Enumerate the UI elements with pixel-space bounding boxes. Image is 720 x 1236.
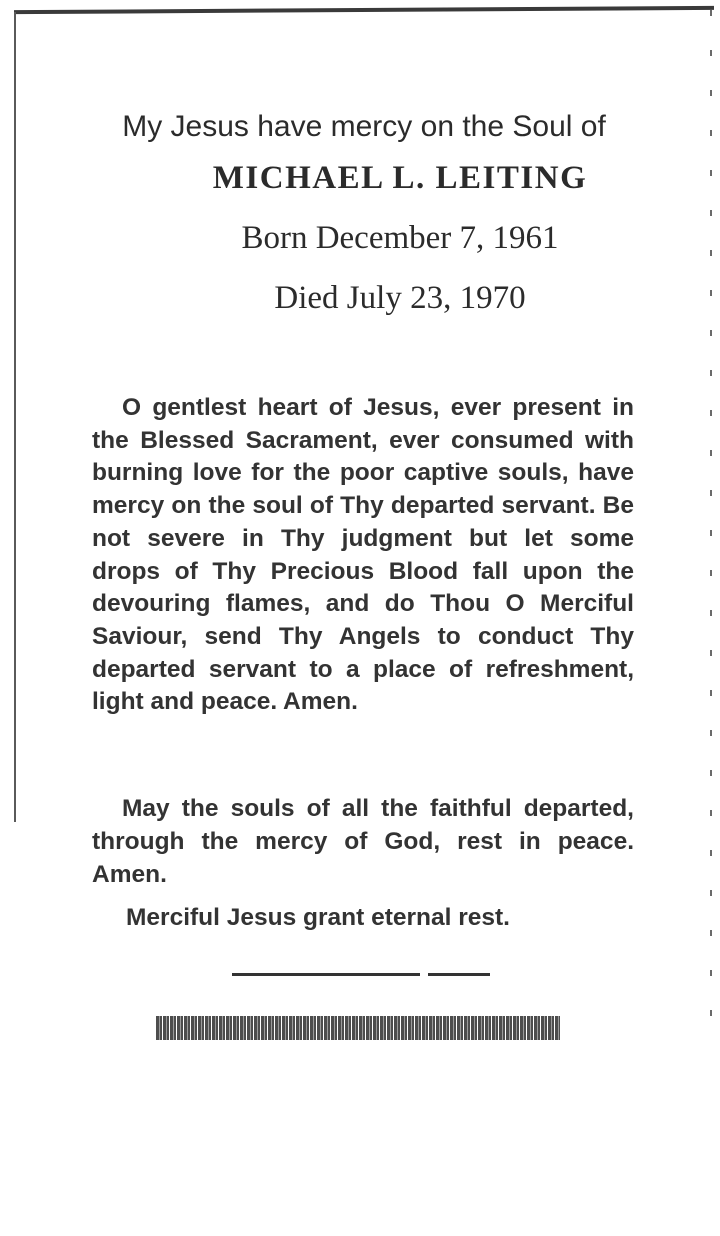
closing-line: Merciful Jesus grant eternal rest. bbox=[126, 904, 510, 931]
printer-mark bbox=[156, 1016, 560, 1040]
divider-rule-left bbox=[232, 973, 420, 976]
mercy-line: My Jesus have mercy on the Soul of bbox=[122, 110, 606, 143]
divider-rule-right bbox=[428, 973, 490, 976]
deceased-name: MICHAEL L. LEITING bbox=[212, 160, 588, 196]
faithful-prayer-paragraph: May the souls of all the faithful departed, through the mercy of God, rest in peace. Amen. bbox=[92, 795, 634, 888]
birth-date: Born December 7, 1961 bbox=[241, 220, 559, 256]
prayer-paragraph: O gentlest heart of Jesus, ever present in the Blessed Sacrament, ever consumed with burning love for the poor captive souls, have mercy on the soul of Thy departed servant. Be not severe in Thy judgment but let some drops of Thy Precious Blood fall upon the devouring flames, and do Thou O Merciful Saviour, send Thy Angels to conduct Thy departed servant to a place of refreshment, light and peace. Amen. bbox=[92, 394, 634, 716]
death-date: Died July 23, 1970 bbox=[274, 280, 526, 316]
top-border bbox=[14, 6, 714, 14]
